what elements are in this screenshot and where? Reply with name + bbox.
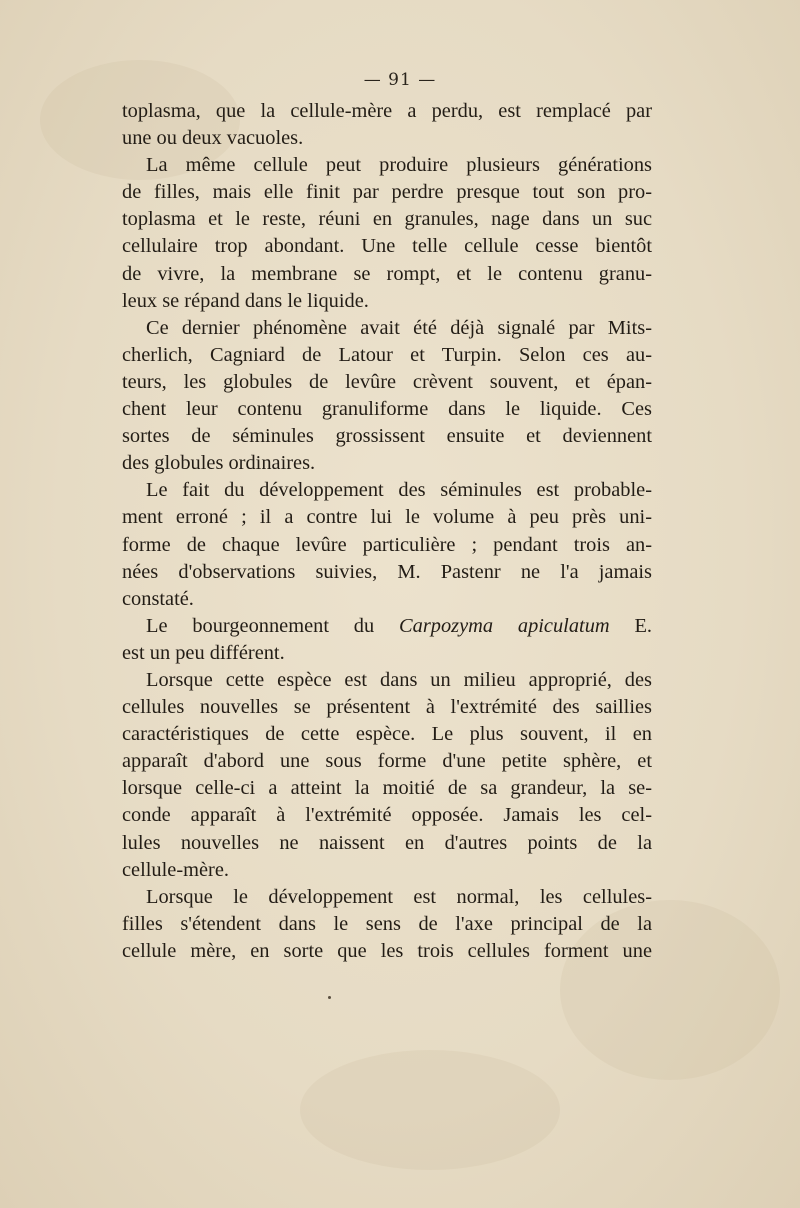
page-number: — 91 — xyxy=(363,70,437,90)
text-line: est un peu différent. xyxy=(122,641,285,664)
text-line: de filles, mais elle finit par perdre presque tout son pro- xyxy=(122,181,652,204)
text-line: leux se répand dans le liquide. xyxy=(122,289,369,312)
text-line: des globules ordinaires. xyxy=(122,452,316,475)
text-line: cellule-mère. xyxy=(122,858,229,881)
text-line: Ce dernier phénomène avait été déjà signalé par Mits- xyxy=(146,316,652,339)
text-line: lules nouvelles ne naissent en d'autres points de la xyxy=(122,831,652,854)
text-line: Le fait du développement des séminules est probable- xyxy=(146,479,652,502)
ink-speck xyxy=(328,996,331,999)
text-line: forme de chaque levûre particulière ; pendant trois an- xyxy=(122,533,652,556)
text-line: teurs, les globules de levûre crèvent souvent, et épan- xyxy=(122,370,652,393)
text-line: une ou deux vacuoles. xyxy=(122,127,304,150)
species-name: Carpozyma apiculatum xyxy=(399,614,610,637)
text-line: cellulaire trop abondant. Une telle cellule cesse bientôt xyxy=(122,235,652,258)
text-line: Lorsque le développement est normal, les cellules- xyxy=(146,885,652,908)
text-line: Lorsque cette espèce est dans un milieu approprié, des xyxy=(146,668,652,691)
text-line: cellule mère, en sorte que les trois cellules forment une xyxy=(122,939,652,962)
text-line: Le bourgeonnement du Carpozyma apiculatum E. xyxy=(146,614,653,637)
text-line: sortes de séminules grossissent ensuite et deviennent xyxy=(122,425,652,448)
text-line: apparaît d'abord une sous forme d'une petite sphère, et xyxy=(122,750,652,773)
text-line: cellules nouvelles se présentent à l'extrémité des saillies xyxy=(122,696,652,719)
text-line: cherlich, Cagniard de Latour et Turpin. Selon ces au- xyxy=(122,343,652,366)
paper-stain xyxy=(300,1050,560,1170)
text-line: constaté. xyxy=(122,587,194,610)
text-line: ment erroné ; il a contre lui le volume à peu près uni- xyxy=(122,506,652,529)
text-line: de vivre, la membrane se rompt, et le contenu granu- xyxy=(122,262,652,285)
text-line: lorsque celle-ci a atteint la moitié de sa grandeur, la se- xyxy=(122,777,652,800)
text-line: chent leur contenu granuliforme dans le liquide. Ces xyxy=(122,398,652,421)
text-line: La même cellule peut produire plusieurs générations xyxy=(146,154,652,177)
text-line: filles s'étendent dans le sens de l'axe principal de la xyxy=(122,912,652,935)
text-line: conde apparaît à l'extrémité opposée. Jamais les cel- xyxy=(122,804,652,827)
body-text xyxy=(122,98,652,965)
text-line: toplasma, que la cellule-mère a perdu, est remplacé par xyxy=(122,100,652,122)
text-line: nées d'observations suivies, M. Pastenr ne l'a jamais xyxy=(122,560,652,583)
text-line: caractéristiques de cette espèce. Le plus souvent, il en xyxy=(122,723,652,746)
text-line: toplasma et le reste, réuni en granules, nage dans un suc xyxy=(122,208,652,231)
